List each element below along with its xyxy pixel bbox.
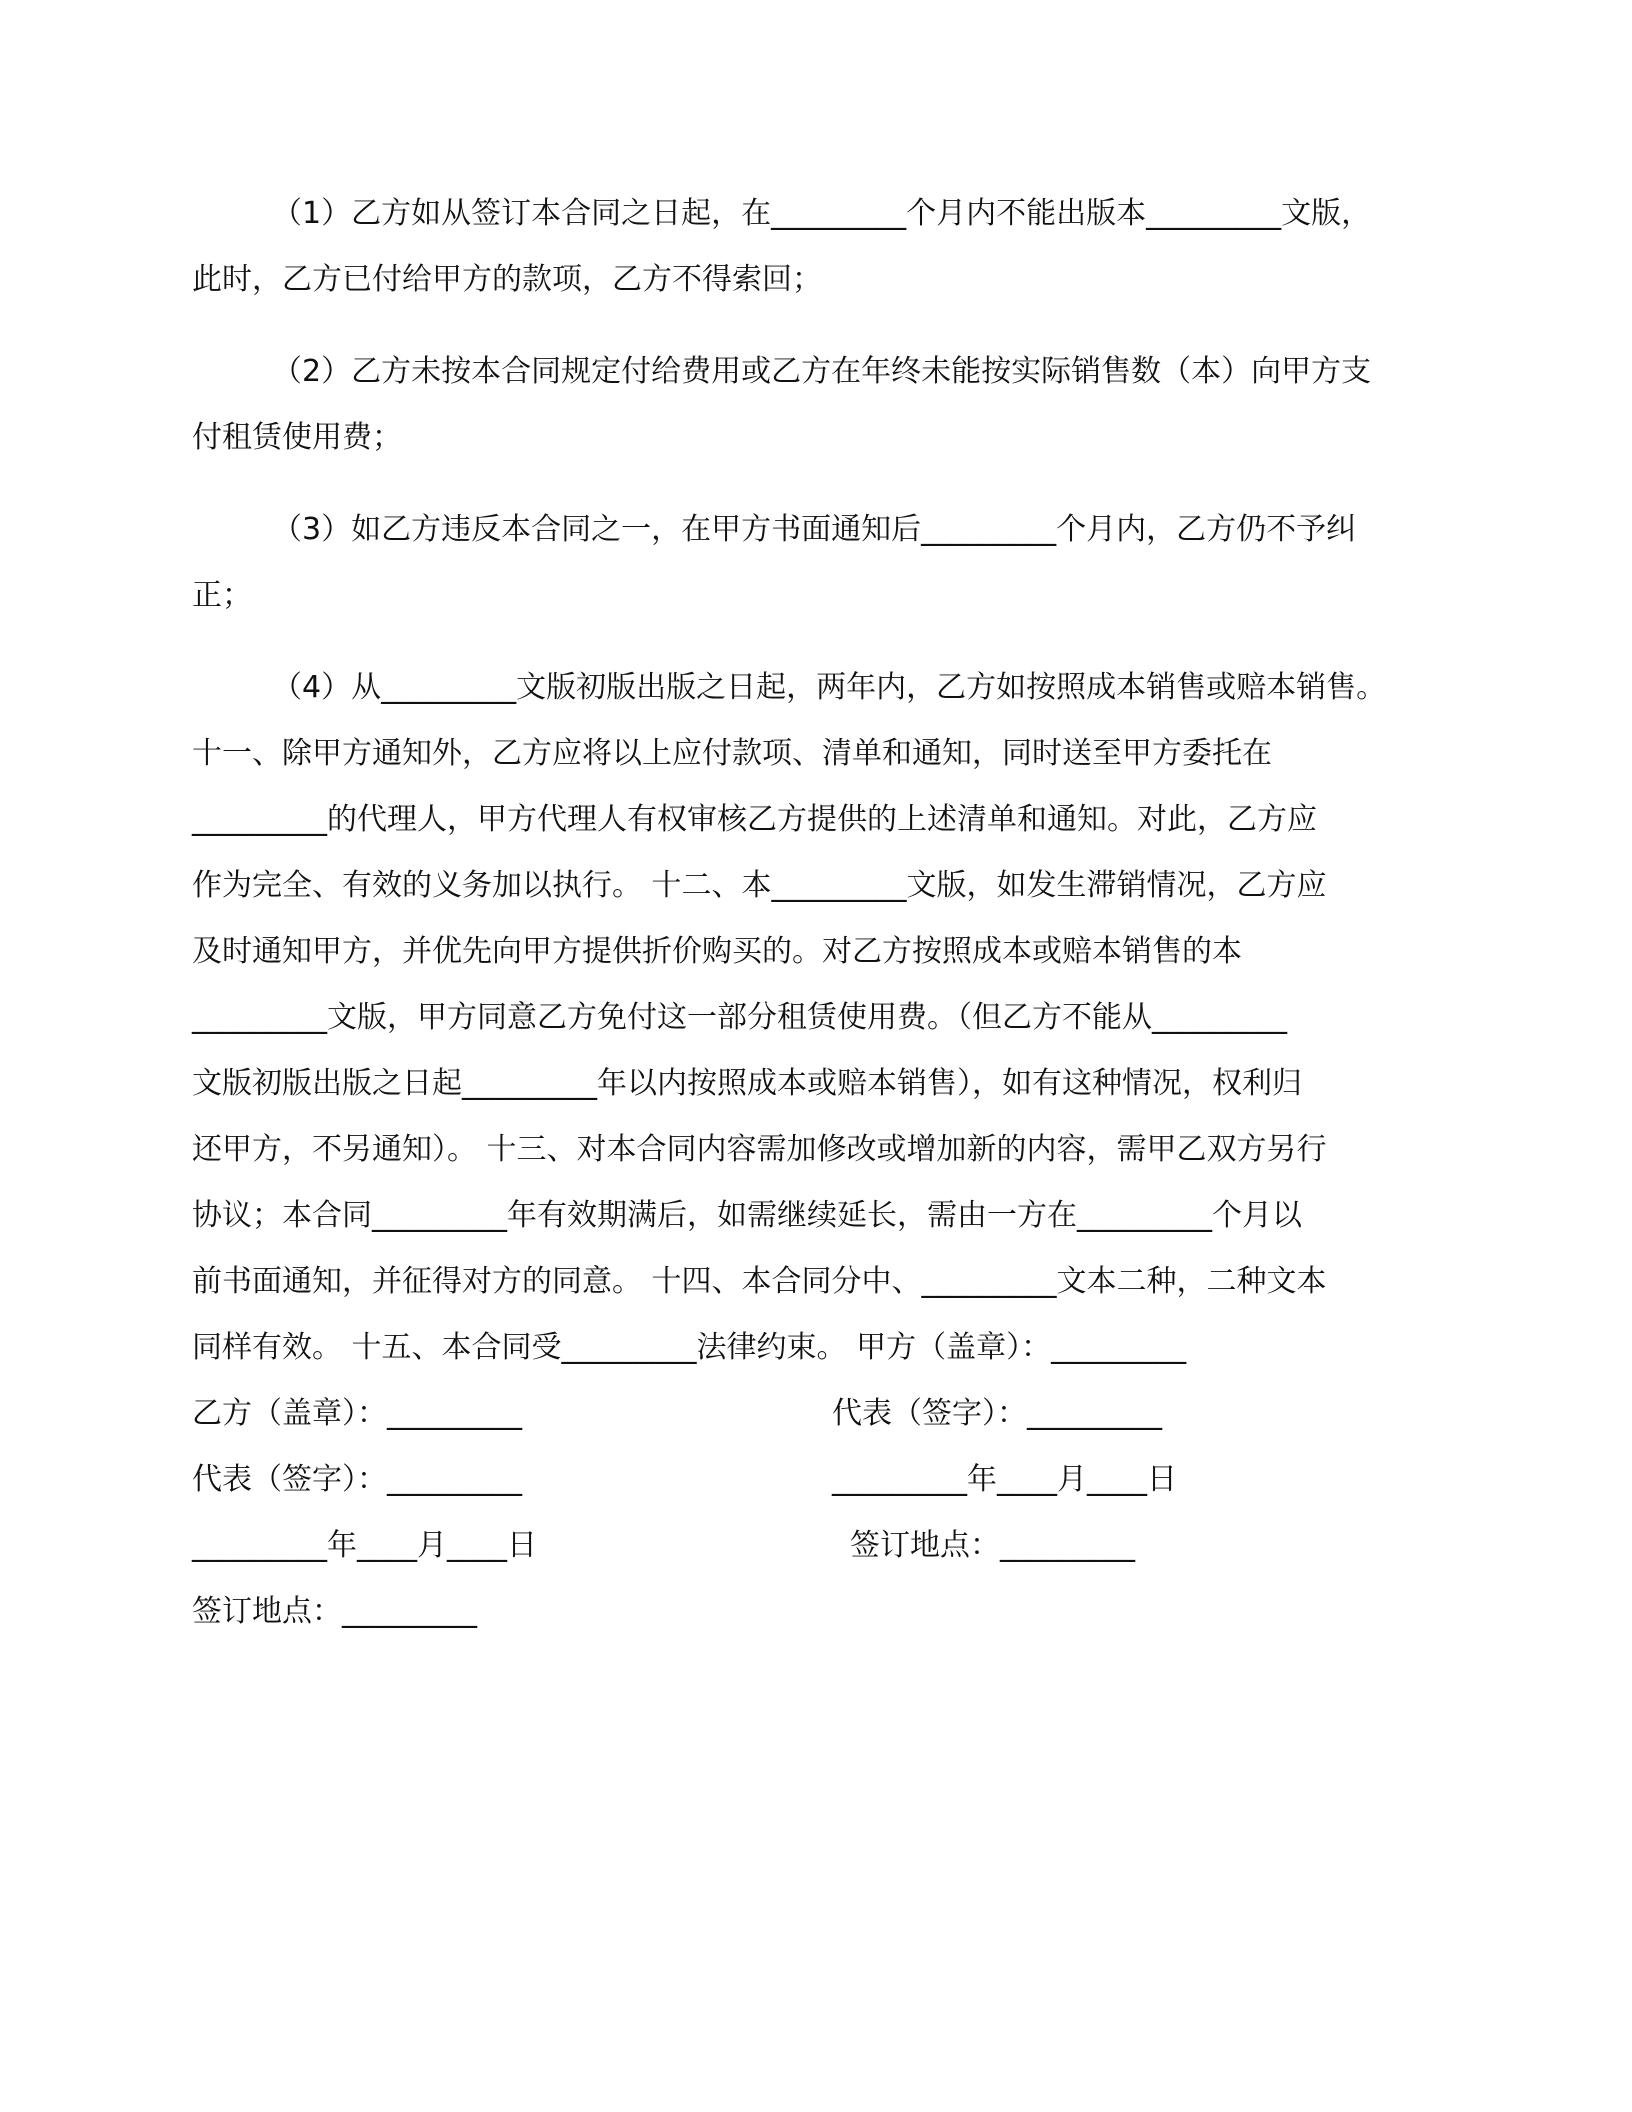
body-line-8: 十一、除甲方通知外，乙方应将以上应付款项、清单和通知，同时送至甲方委托在 [192, 736, 1272, 771]
clause-1-line-1: （1）乙方如从签订本合同之日起，在_________个月内不能出版本_________文版， [272, 196, 1372, 231]
body-line-14: 还甲方，不另通知）。 十三、对本合同内容需加修改或增加新的内容，需甲乙双方另行 [192, 1132, 1327, 1167]
party-b-date-line: _________年____月____日 [192, 1528, 537, 1563]
party-b-representative-line: 代表（签字）：_________ [192, 1462, 522, 1497]
party-a-place-line: 签订地点：_________ [850, 1528, 1135, 1563]
body-line-10: 作为完全、有效的义务加以执行。 十二、本_________文版，如发生滞销情况，乙方应 [192, 868, 1327, 903]
body-line-15: 协议；本合同_________年有效期满后，如需继续延长，需由一方在_________个月以 [192, 1198, 1302, 1233]
body-line-17: 同样有效。 十五、本合同受_________法律约束。 甲方（盖章）：_________ [192, 1330, 1187, 1365]
body-line-11: 及时通知甲方，并优先向甲方提供折价购买的。对乙方按照成本或赔本销售的本 [192, 934, 1242, 969]
party-b-place-line: 签订地点：_________ [192, 1594, 477, 1629]
body-line-16: 前书面通知，并征得对方的同意。 十四、本合同分中、_________文本二种，二种文本 [192, 1264, 1327, 1299]
clause-3-line-1: （3）如乙方违反本合同之一，在甲方书面通知后_________个月内，乙方仍不予纠 [272, 512, 1357, 547]
party-a-date-line: _________年____月____日 [832, 1462, 1177, 1497]
party-a-representative-line: 代表（签字）：_________ [832, 1396, 1162, 1431]
clause-2-line-1: （2）乙方未按本合同规定付给费用或乙方在年终未能按实际销售数（本）向甲方支 [272, 354, 1372, 389]
body-line-9: _________的代理人，甲方代理人有权审核乙方提供的上述清单和通知。对此，乙方应 [192, 802, 1317, 837]
party-b-seal-line: 乙方（盖章）：_________ [192, 1396, 522, 1431]
clause-3-line-2: 正； [192, 578, 252, 613]
clause-4-line-1: （4）从_________文版初版出版之日起，两年内，乙方如按照成本销售或赔本销售。 [272, 670, 1387, 705]
clause-1-line-2: 此时，乙方已付给甲方的款项，乙方不得索回； [192, 262, 822, 297]
body-line-13: 文版初版出版之日起_________年以内按照成本或赔本销售），如有这种情况，权利归 [192, 1066, 1302, 1101]
clause-2-line-2: 付租赁使用费； [192, 420, 402, 455]
body-line-12: _________文版，甲方同意乙方免付这一部分租赁使用费。（但乙方不能从_________ [192, 1000, 1287, 1035]
